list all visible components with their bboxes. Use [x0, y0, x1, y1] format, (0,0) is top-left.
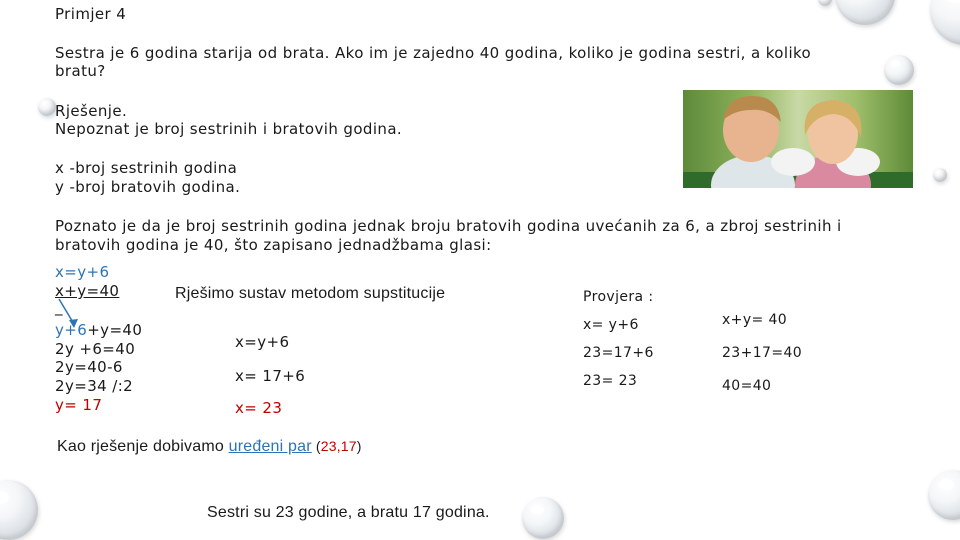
x-step-1: x=y+6: [235, 333, 290, 351]
result-pair: 23,17: [320, 438, 357, 454]
step-3: 2y=40-6: [55, 358, 123, 376]
check-eq2-line-3: 40=40: [722, 378, 772, 394]
result-paren-close: ): [356, 438, 362, 454]
variable-x-definition: x -broj sestrinih godina: [55, 159, 238, 177]
x-step-3-result-x: x= 23: [235, 399, 283, 417]
solution-heading: Rješenje.: [55, 102, 128, 120]
example-title: Primjer 4: [55, 5, 127, 23]
step-1-rest: +y=40: [87, 321, 143, 339]
step-4: 2y=34 /:2: [55, 377, 134, 395]
variable-y-definition: y -broj bratovih godina.: [55, 178, 241, 196]
water-drop-decoration: [0, 480, 38, 540]
known-line-2: bratovih godina je 40, što zapisano jednadžbama glasi:: [55, 236, 492, 254]
ordered-pair-link[interactable]: uređeni par: [228, 438, 312, 455]
check-title: Provjera :: [583, 289, 654, 305]
result-sentence: [57, 438, 362, 456]
children-photo: [683, 90, 913, 188]
solution-line: Nepoznat je broj sestrinih i bratovih godina.: [55, 120, 403, 138]
result-paren-open: (: [311, 438, 321, 454]
problem-line-1: Sestra je 6 godina starija od brata. Ako im je zajedno 40 godina, koliko je godina sestri, a koliko: [55, 44, 812, 62]
water-drop-decoration: [884, 55, 914, 85]
result-prefix: Kao rješenje dobivamo: [57, 438, 229, 455]
water-drop-decoration: [38, 98, 56, 116]
separator-dash: _: [55, 298, 63, 316]
children-photo-illustration: [683, 90, 913, 188]
check-eq2-line-1: x+y= 40: [722, 312, 788, 328]
equation-2: x+y=40: [55, 282, 120, 300]
method-title: Rješimo sustav metodom supstitucije: [175, 285, 446, 302]
check-eq1-line-2: 23=17+6: [583, 345, 654, 361]
problem-line-2: bratu?: [55, 62, 106, 80]
check-eq1-line-1: x= y+6: [583, 317, 639, 333]
step-1: [55, 321, 142, 339]
step-5-result-y: y= 17: [55, 396, 103, 414]
step-1-substituted: y+6: [55, 321, 88, 339]
water-drop-decoration: [835, 0, 895, 25]
water-drop-decoration: [933, 168, 947, 182]
water-drop-decoration: [930, 0, 960, 45]
equation-1: x=y+6: [55, 263, 110, 281]
water-drop-decoration: [522, 497, 564, 539]
check-eq1-line-3: 23= 23: [583, 373, 638, 389]
conclusion: Sestri su 23 godine, a bratu 17 godina.: [207, 504, 490, 521]
water-drop-decoration: [928, 470, 960, 520]
known-line-1: Poznato je da je broj sestrinih godina jednak broju bratovih godina uvećanih za 6, a zbroj sestrinih i: [55, 217, 842, 235]
step-2: 2y +6=40: [55, 340, 136, 358]
check-eq2-line-2: 23+17=40: [722, 345, 803, 361]
x-step-2: x= 17+6: [235, 367, 306, 385]
water-drop-decoration: [818, 0, 832, 6]
